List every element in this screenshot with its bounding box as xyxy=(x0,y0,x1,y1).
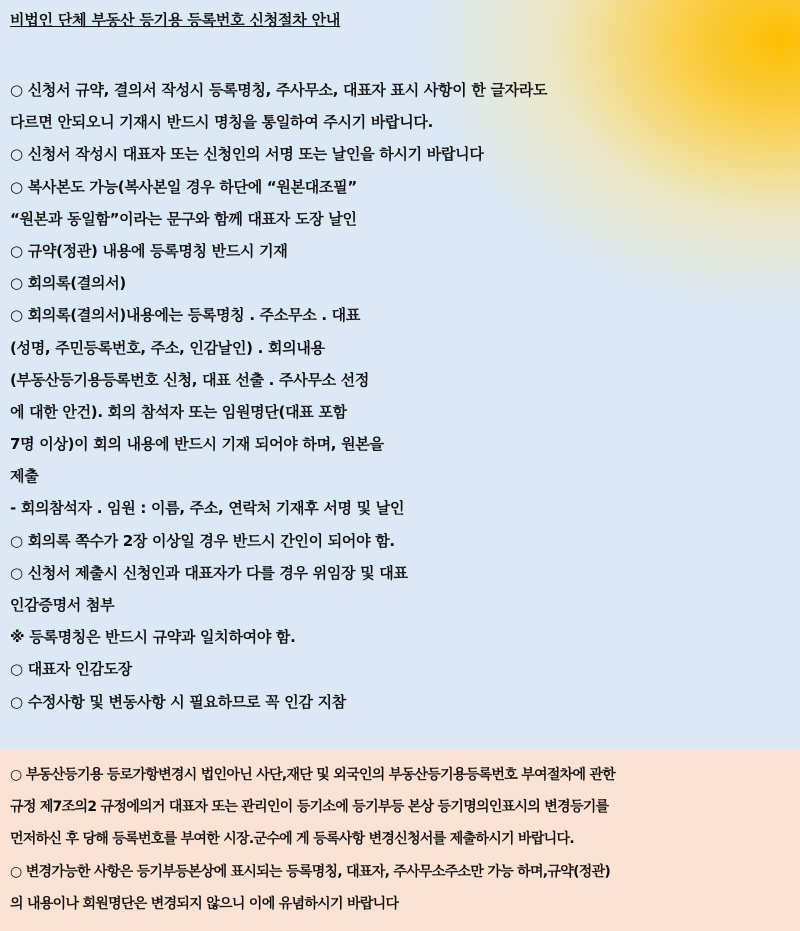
procedure-line: 제출 xyxy=(10,467,39,486)
change-notice-line: ○ 부동산등기용 등로가항변경시 법인아닌 사단,재단 및 외국인의 부동산등기용등록번호 부여절차에 관한 xyxy=(10,767,616,783)
page-title: 비법인 단체 부동산 등기용 등록번호 신청절차 안내 xyxy=(10,11,341,29)
procedure-line: ○ 대표자 인감도장 xyxy=(10,660,132,679)
procedure-line: ○ 수정사항 및 변동사항 시 필요하므로 꼭 인감 지참 xyxy=(10,692,346,711)
procedure-line: ○ 회의록(결의서) xyxy=(10,274,126,293)
change-notice-line: ○ 변경가능한 사항은 등기부등본상에 표시되는 등록명칭, 대표자, 주사무소주소만 가능 하며,규약(정관) xyxy=(10,863,611,880)
change-notice-list xyxy=(10,764,794,925)
procedure-line: ○ 신청서 규약, 결의서 작성시 등록명칭, 주사무소, 대표자 표시 사항이 한 글자라도 xyxy=(10,81,548,99)
procedure-line: ○ 복사본도 가능(복사본일 경우 하단에 “원본대조필” xyxy=(10,177,357,196)
procedure-line: ○ 회의록 쪽수가 2장 이상일 경우 반드시 간인이 되어야 함. xyxy=(10,531,395,550)
procedure-line: 7명 이상)이 회의 내용에 반드시 기재 되어야 하며, 원본을 xyxy=(10,435,384,454)
procedure-line: ○ 회의록(결의서)내용에는 등록명칭 . 주소무소 . 대표 xyxy=(10,306,361,325)
procedure-line: 에 대한 안건). 회의 참석자 또는 임원명단(대표 포함 xyxy=(10,402,347,421)
procedure-line: (부동산등기용등록번호 신청, 대표 선출 . 주사무소 선정 xyxy=(10,370,370,389)
procedure-list xyxy=(10,79,790,723)
procedure-line: ○ 규약(정관) 내용에 등록명칭 반드시 기재 xyxy=(10,241,288,260)
procedure-line: ※ 등록명칭은 반드시 규약과 일치하여야 함. xyxy=(10,628,296,647)
change-notice-line: 먼저하신 후 당해 등록번호를 부여한 시장.군수에 게 등록사항 변경신청서를 제출하시기 바랍니다. xyxy=(10,831,574,848)
procedure-line: 다르면 안되오니 기재시 반드시 명칭을 통일하여 주시기 바랍니다. xyxy=(10,113,433,132)
procedure-line: “원본과 동일함”이라는 문구와 함께 대표자 도장 날인 xyxy=(10,209,357,228)
procedure-line: ○ 신청서 제출시 신청인과 대표자가 다를 경우 위임장 및 대표 xyxy=(10,563,408,582)
change-notice-line: 의 내용이나 회원명단은 변경되지 않으니 이에 유념하시기 바랍니다 xyxy=(10,895,399,912)
procedure-line: 인감증명서 첨부 xyxy=(10,596,115,614)
procedure-line: - 회의참석자 . 임원 : 이름, 주소, 연락처 기재후 서명 및 날인 xyxy=(10,499,405,518)
procedure-line: ○ 신청서 작성시 대표자 또는 신청인의 서명 또는 날인을 하시기 바랍니다 xyxy=(10,145,484,164)
procedure-line: (성명, 주민등록번호, 주소, 인감날인) . 회의내용 xyxy=(10,338,325,357)
change-notice-line: 규정 제7조의2 규정에의거 대표자 또는 관리인이 등기소에 등기부등 본상 등기명의인표시의 변경등기를 xyxy=(10,799,609,816)
